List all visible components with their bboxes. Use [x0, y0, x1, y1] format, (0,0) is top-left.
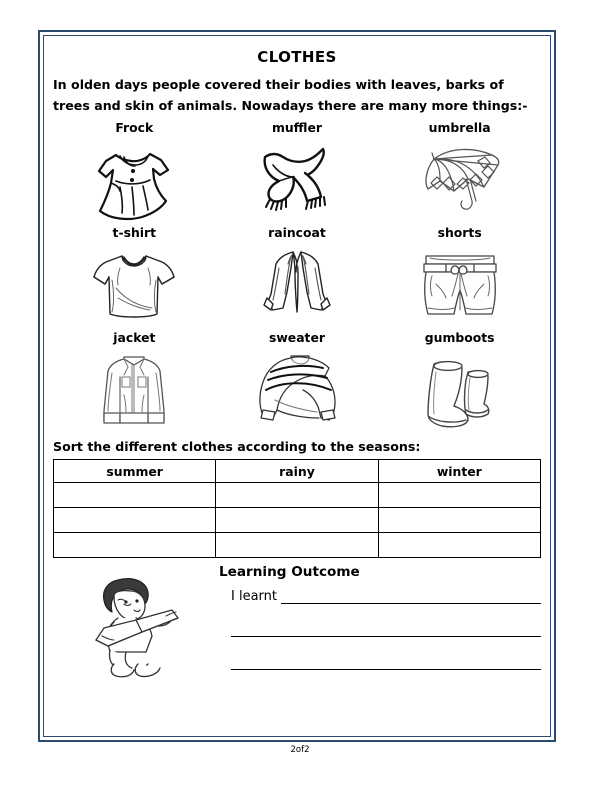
cell-rainy[interactable] — [216, 533, 378, 558]
intro-paragraph: In olden days people covered their bodies with leaves, barks of trees and skin of animals. Nowadays there are many more things:- — [53, 77, 528, 113]
cell-summer[interactable] — [54, 533, 216, 558]
sort-instruction: Sort the different clothes according to the seasons: — [53, 439, 421, 454]
cell-winter[interactable] — [378, 508, 540, 533]
page-title: CLOTHES — [257, 48, 337, 66]
learnt-prompt-label: I learnt — [231, 589, 277, 604]
tshirt-illustration — [53, 242, 216, 330]
learning-outcome-line-1 — [213, 589, 541, 604]
seasons-table — [53, 459, 541, 558]
cell-summer[interactable] — [54, 508, 216, 533]
clothes-item-sweater — [216, 330, 379, 435]
sweater-illustration — [216, 347, 379, 435]
umbrella-illustration — [378, 137, 541, 225]
column-header-winter: winter — [378, 460, 540, 483]
table-row — [54, 508, 541, 533]
clothes-item-muffler — [216, 120, 379, 225]
column-header-rainy: rainy — [216, 460, 378, 483]
learning-outcome-section — [53, 562, 541, 682]
page-footer: 2of2 — [290, 745, 310, 755]
clothes-grid — [53, 120, 541, 435]
write-in-line[interactable] — [281, 589, 541, 604]
cell-winter[interactable] — [378, 483, 540, 508]
cell-rainy[interactable] — [216, 483, 378, 508]
write-in-line[interactable] — [231, 655, 541, 670]
learning-outcome-heading: Learning Outcome — [219, 564, 360, 580]
clothes-item-umbrella — [378, 120, 541, 225]
table-header-row — [54, 460, 541, 483]
gumboots-illustration — [378, 347, 541, 435]
frock-illustration — [53, 137, 216, 225]
clothes-label: sweater — [268, 330, 325, 345]
clothes-label: muffler — [271, 120, 323, 135]
worksheet-content — [44, 36, 550, 736]
clothes-item-shorts — [378, 225, 541, 330]
shorts-illustration — [378, 242, 541, 330]
muffler-illustration — [216, 137, 379, 225]
clothes-label: Frock — [115, 120, 154, 135]
learning-outcome-body — [213, 562, 541, 682]
table-row — [54, 483, 541, 508]
jacket-illustration — [53, 347, 216, 435]
clothes-item-gumboots — [378, 330, 541, 435]
cell-rainy[interactable] — [216, 508, 378, 533]
table-row — [54, 533, 541, 558]
column-header-summer: summer — [54, 460, 216, 483]
clothes-label: shorts — [437, 225, 482, 240]
clothes-item-tshirt — [53, 225, 216, 330]
cell-summer[interactable] — [54, 483, 216, 508]
clothes-label: gumboots — [424, 330, 495, 345]
clothes-label: umbrella — [428, 120, 491, 135]
clothes-label: raincoat — [268, 225, 326, 240]
clothes-label: t-shirt — [112, 225, 157, 240]
child-reading-book-illustration — [53, 562, 213, 682]
raincoat-illustration — [216, 242, 379, 330]
clothes-label: jacket — [113, 330, 156, 345]
write-in-line[interactable] — [231, 622, 541, 637]
clothes-item-jacket — [53, 330, 216, 435]
cell-winter[interactable] — [378, 533, 540, 558]
clothes-item-frock — [53, 120, 216, 225]
clothes-item-raincoat — [216, 225, 379, 330]
